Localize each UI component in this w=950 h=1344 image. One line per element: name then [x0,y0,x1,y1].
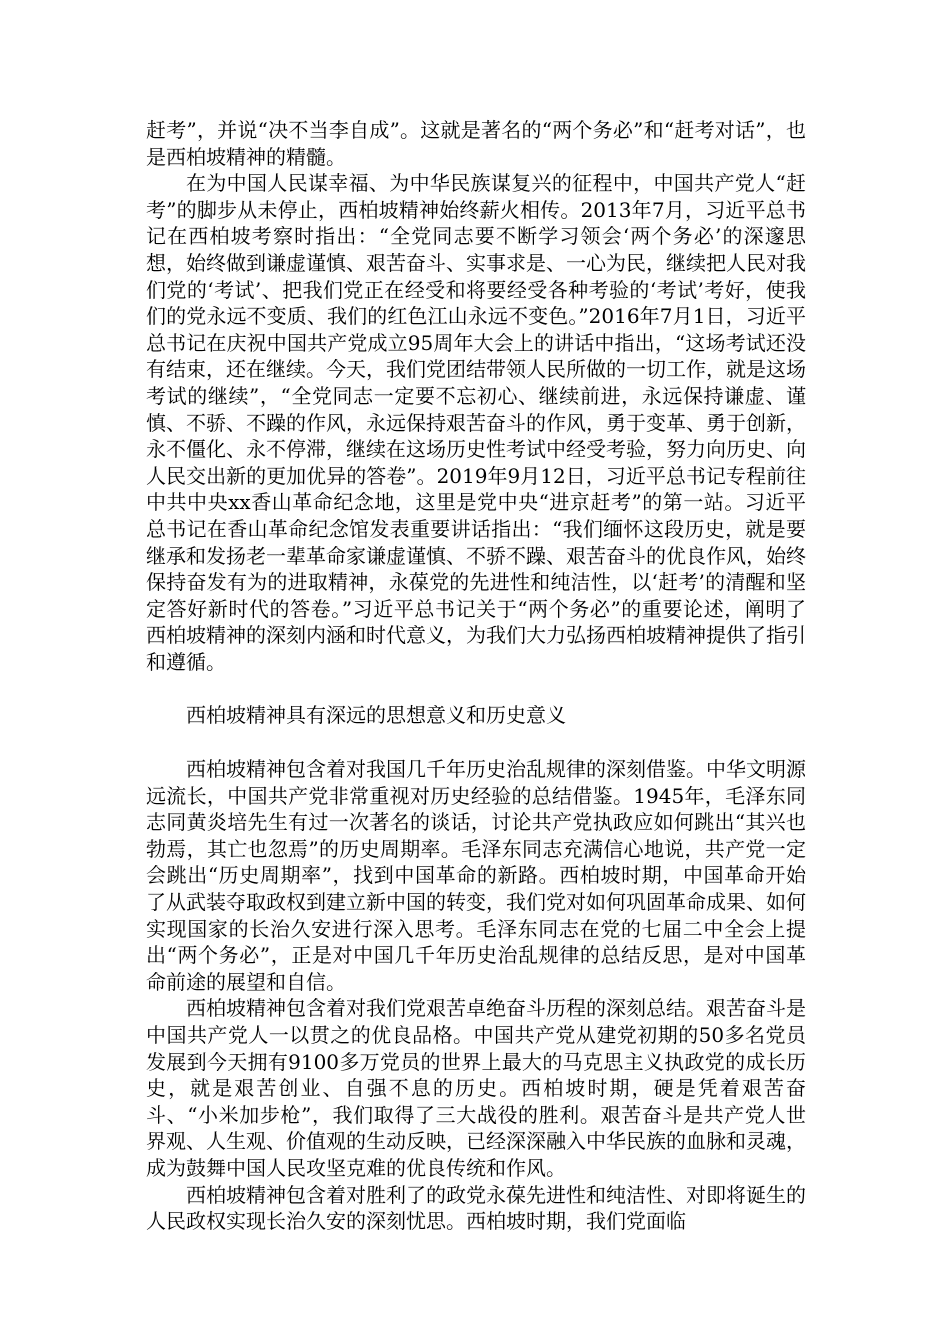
paragraph-hard-struggle: 西柏坡精神包含着对我们党艰苦卓绝奋斗历程的深刻总结。艰苦奋斗是中国共产党人一以贯之的优良品格。中国共产党从建党初期的50多名党员发展到今天拥有9100多万党员的世界上最大的马克思主义执政党的成长历史，就是艰苦创业、自强不息的历史。西柏坡时期，硬是凭着艰苦奋斗、“小米加步枪”，我们取得了三大战役的胜利。艰苦奋斗是共产党人世界观、人生观、价值观的生动反映，已经深深融入中华民族的血脉和灵魂，成为鼓舞中国人民攻坚克难的优良传统和作风。 [146,996,806,1180]
paragraph-continuation: 赶考”，并说“决不当李自成”。这就是著名的“两个务必”和“赶考对话”，也是西柏坡精神的精髓。 [146,118,806,169]
paragraph-ganka-legacy: 在为中国人民谋幸福、为中华民族谋复兴的征程中，中国共产党人“赶考”的脚步从未停止，西柏坡精神始终薪火相传。2013年7月，习近平总书记在西柏坡考察时指出：“全党同志要不断学习领会‘两个务必’的深邃思想，始终做到谦虚谨慎、艰苦奋斗、实事求是、一心为民，继续把人民对我们党的‘考试’、把我们党正在经受和将要经受各种考验的‘考试’考好，使我们的党永远不变质、我们的红色江山永远不变色。”2016年7月1日，习近平总书记在庆祝中国共产党成立95周年大会上的讲话中指出，“这场考试还没有结束，还在继续。今天，我们党团结带领人民所做的一切工作，就是这场考试的继续”，“全党同志一定要不忘初心、继续前进，永远保持谦虚、谨慎、不骄、不躁的作风，永远保持艰苦奋斗的作风，勇于变革、勇于创新，永不僵化、永不停滞，继续在这场历史性考试中经受考验，努力向历史、向人民交出新的更加优异的答卷”。2019年9月12日，习近平总书记专程前往中共中央xx香山革命纪念地，这里是党中央“进京赶考”的第一站。习近平总书记在香山革命纪念馆发表重要讲话指出：“我们缅怀这段历史，就是要继承和发扬老一辈革命家谦虚谨慎、不骄不躁、艰苦奋斗的优良作风，始终保持奋发有为的进取精神，永葆党的先进性和纯洁性，以‘赶考’的清醒和坚定答好新时代的答卷。”习近平总书记关于“两个务必”的重要论述，阐明了西柏坡精神的深刻内涵和时代意义，为我们大力弘扬西柏坡精神提供了指引和遵循。 [146,171,806,674]
paragraph-history-lessons: 西柏坡精神包含着对我国几千年历史治乱规律的深刻借鉴。中华文明源远流长，中国共产党非常重视对历史经验的总结借鉴。1945年，毛泽东同志同黄炎培先生有过一次著名的谈话，讨论共产党执政应如何跳出“其兴也勃焉，其亡也忽焉”的历史周期率。毛泽东同志充满信心地说，共产党一定会跳出“历史周期率”，找到中国革命的新路。西柏坡时期，中国革命开始了从武装夺取政权到建立新中国的转变，我们党对如何巩固革命成果、如何实现国家的长治久安进行深入思考。毛泽东同志在党的七届二中全会上提出“两个务必”，正是对中国几千年历史治乱规律的总结反思，是对中国革命前途的展望和自信。 [146,757,806,994]
document-body [146,117,806,1235]
section-heading: 西柏坡精神具有深远的思想意义和历史意义 [186,703,566,728]
paragraph-party-purity: 西柏坡精神包含着对胜利了的政党永葆先进性和纯洁性、对即将诞生的人民政权实现长治久安的深刻忧思。西柏坡时期，我们党面临 [146,1182,806,1234]
